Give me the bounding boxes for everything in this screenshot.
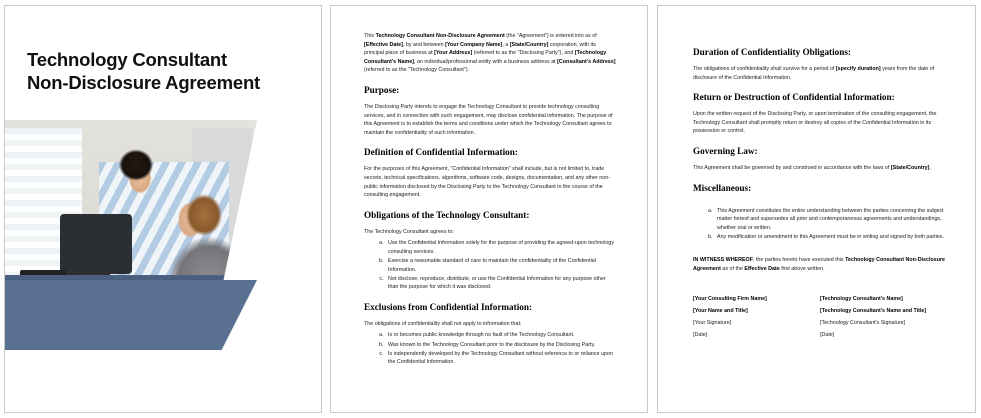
list-item: c. Not disclose, reproduce, distribute, or use the Confidential Information for any purpose other than the purpose for which it was disclosed. [385, 275, 616, 292]
exclusions-lead: The obligations of confidentiality shall not apply to information that: [364, 320, 522, 327]
signature-field[interactable]: [Your Consulting Firm Name] [693, 295, 767, 302]
heading-return-destruction: Return or Destruction of Confidential Information: [693, 92, 895, 103]
list-item: c. Is independently developed by the Technology Consultant without reference to or reliance upon the Confidential Information. [385, 350, 616, 367]
list-item: b. Any modification or amendment to this Agreement must be in writing and signed by both parties. [714, 233, 947, 242]
definition-paragraph: For the purposes of this Agreement, "Confidential Information" shall include, but is not limited to, trade secrets, technical specifications, algorithms, software code, designs, documentation, and any other non-public information disclosed by the Disclosing Party to the Technology Consultant in the course of the consulting engagement. [364, 166, 610, 199]
list-item: a. This Agreement constitutes the entire understanding between the parties concerning the subject matter hereof and supersedes all prior and contemporaneous agreements and understandings, whether oral or written. [714, 207, 947, 233]
signature-field[interactable]: [Technology Consultant's Signature] [820, 320, 906, 327]
cover-artwork [4, 120, 257, 350]
heading-governing-law: Governing Law: [693, 145, 758, 156]
signature-field[interactable]: [Date] [693, 332, 708, 339]
cover-accent-block [4, 280, 257, 350]
page-3-content [693, 46, 947, 341]
list-item: a. Use the Confidential Information solely for the purpose of providing the agreed-upon technology consulting services. [385, 239, 616, 256]
heading-purpose: Purpose: [364, 84, 400, 95]
page-title-line-2: Non-Disclosure Agreement [27, 72, 261, 93]
page-title-line-1: Technology Consultant [27, 49, 227, 70]
heading-duration: Duration of Confidentiality Obligations: [693, 47, 851, 57]
obligations-list [364, 239, 616, 292]
purpose-paragraph: The Disclosing Party intends to engage the Technology Consultant to provide technology consulting services, and in connection with such engagement, may disclose confidential information. The purpose of this Agreement is to establish the terms and conditions under which the Technology Consultant agrees to maintain the confidentiality of such information. [364, 103, 613, 136]
duration-paragraph: The obligations of confidentiality shall survive for a period of [specify duration] years from the date of disclosure of the Confidential Information. [693, 66, 935, 81]
obligations-lead: The Technology Consultant agrees to: [364, 228, 454, 235]
signature-field[interactable]: [Your Name and Title] [693, 307, 748, 314]
signature-column-disclosing-party[interactable] [693, 293, 820, 342]
signature-field[interactable]: [Date] [820, 332, 835, 339]
cover-photo [4, 120, 257, 289]
heading-miscellaneous: Miscellaneous: [693, 182, 752, 193]
page-1-cover[interactable] [4, 5, 322, 413]
signature-field[interactable]: [Technology Consultant's Name and Title] [820, 307, 927, 314]
heading-obligations: Obligations of the Technology Consultant: [364, 209, 530, 220]
witness-paragraph: IN WITNESS WHEREOF, the parties hereto have executed this Technology Consultant Non-Disclosure Agreement as of the Effective Date first above written. [693, 257, 946, 273]
governing-law-paragraph: This Agreement shall be governed by and construed in accordance with the laws of [State/Country]. [693, 164, 931, 171]
signature-block [693, 293, 947, 342]
page-2-content [364, 32, 616, 376]
list-item: b. Was known to the Technology Consultant prior to the disclosure by the Disclosing Party. [385, 341, 616, 350]
monitor-icon [60, 214, 132, 274]
page-title [27, 48, 297, 94]
heading-exclusions: Exclusions from Confidential Information: [364, 301, 533, 312]
heading-definition: Definition of Confidential Information: [364, 147, 518, 158]
intro-paragraph: This Technology Consultant Non-Disclosure Agreement (the "Agreement") is entered into as of [Effective Date], by and between [Your Company Name], a [State/Country] corporation, with its principal place of business at [Your Address] (referred to as the "Disclosing Party"), and [Technology Consultant's Name], an individual/professional entity with a business address at [Consultant's Address] (referred to as the "Technology Consultant"). [364, 33, 616, 74]
page-2-body[interactable] [330, 5, 648, 413]
miscellaneous-list [693, 207, 947, 242]
page-3-signatures[interactable] [657, 5, 976, 413]
signature-field[interactable]: [Your Signature] [693, 320, 732, 327]
list-item: b. Exercise a reasonable standard of care to maintain the confidentiality of the Confidential Information. [385, 257, 616, 274]
return-paragraph: Upon the written request of the Disclosing Party, or upon termination of the consulting engagement, the Technology Consultant shall promptly return or destroy all copies of the Confidential Information in its possession or control. [693, 111, 937, 135]
exclusions-list [364, 331, 616, 366]
signature-column-consultant[interactable] [820, 293, 947, 342]
list-item: a. Is or becomes public knowledge through no fault of the Technology Consultant. [385, 331, 616, 340]
signature-field[interactable]: [Technology Consultant's Name] [820, 295, 903, 302]
